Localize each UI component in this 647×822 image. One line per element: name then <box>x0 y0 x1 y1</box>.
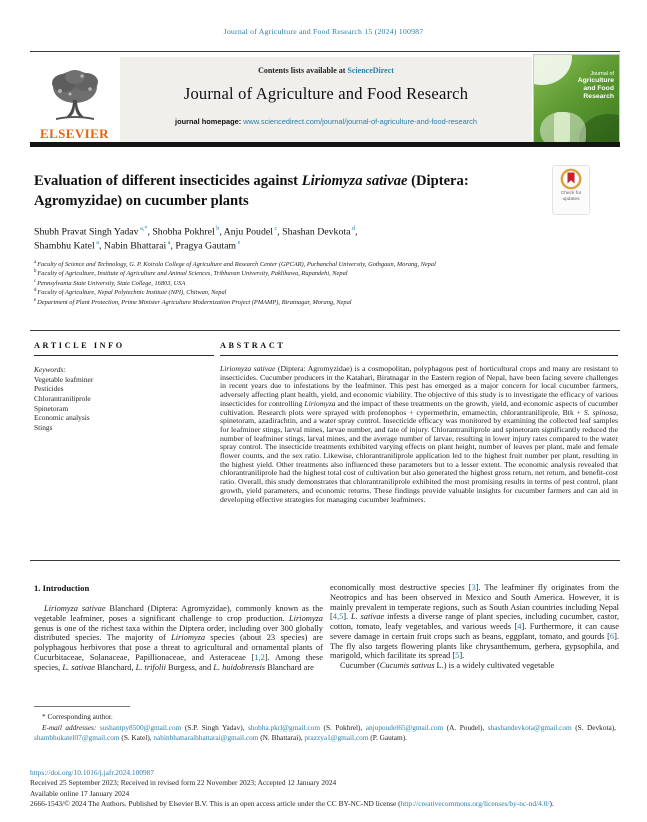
affiliation-sup: c <box>34 278 37 284</box>
intro-paragraph-right: economically most destructive species [3]. The leafminer fly originates from the Neotropics and has been observed in Mexico and South America. However, it is mainly prevalent in temperate regions, such as South Asian countries including Nepal [4,5]. L. sativae infests a diverse range of plant species, including cucumber, castor, cotton, tomato, leafy vegetables, and various weeds [4]. Furthermore, it can cause severe damage in certain fruit crops such as beans, eggplant, tomato, and gourds [6]. The fly also targets flowering plants like chrysanthemum, gerbera, gypsophila, and marigold, which facilitate its spread [5]. <box>330 583 619 661</box>
divider-thick <box>30 142 620 147</box>
divider <box>34 355 214 356</box>
article-info-heading: ARTICLE INFO <box>34 341 125 350</box>
copyright-line: 2666-1543/© 2024 The Authors. Published by Elsevier B.V. This is an open access article under the CC BY-NC-ND license (http://creativecommons.org/licenses/by-nc-nd/4.0/). <box>30 799 554 809</box>
affiliation-line <box>34 279 616 288</box>
affiliation-line <box>34 260 616 269</box>
keyword-item: Chlorantraniliprole <box>34 393 91 403</box>
citation-link[interactable]: 3 <box>471 583 476 592</box>
affiliation-sup: b <box>34 269 37 275</box>
affiliation-text: Faculty of Agriculture, Nepal Polytechnic Institute (NPI), Chitwan, Nepal <box>37 289 227 297</box>
corresponding-author-note: * Corresponding author. <box>42 712 113 721</box>
keyword-item: Vegetable leafminer <box>34 374 94 384</box>
email-link[interactable]: sushantpy8500@gmail.com <box>99 722 182 732</box>
abstract-heading: ABSTRACT <box>220 341 286 350</box>
keywords-label: Keywords: <box>34 365 66 374</box>
divider <box>30 330 620 331</box>
citation-link[interactable]: 4,5 <box>332 612 344 622</box>
body-column-left <box>34 583 323 672</box>
intro-paragraph-right-2: Cucumber (Cucumis sativus L.) is a widely cultivated vegetable <box>340 661 555 670</box>
cover-title <box>578 71 614 101</box>
check-for-updates-badge[interactable] <box>552 165 590 215</box>
contents-prefix: Contents lists available at <box>258 66 348 75</box>
email-link[interactable]: shobha.pkrl@gmail.com <box>248 722 321 732</box>
badge-label-line: updates <box>562 196 580 202</box>
doi-link[interactable]: https://doi.org/10.1016/j.jafr.2024.100987 <box>30 768 155 777</box>
citation-link[interactable]: 4 <box>517 622 522 631</box>
elsevier-wordmark: ELSEVIER <box>40 126 109 141</box>
cover-title-line: Agriculture <box>577 77 614 85</box>
masthead-center <box>120 57 532 142</box>
masthead <box>30 57 620 142</box>
cover-art <box>533 54 572 85</box>
keyword-item: Pesticides <box>34 384 64 394</box>
abstract-text: Liriomyza sativae (Diptera: Agromyzidae) is a cosmopolitan, polyphagous pest of horticultural crops and many are resistant to insecticides. Cucumber producers in the Katahari, Biratnagar in the Eastern region of Nepal, have been facing severe challenges in recent years due to infestations by the leafminer. This pest has emerged as a major concern for local cucumber farmers, adversely affecting plant health, yield, and economic viability. The objective of this study is to investigate the efficacy of various insecticides for controlling Liriomyza and the impact of these treatments on the growth, yield, and economic aspects of cucumber cultivation. Research plots were sprayed with profenophos + cypermethrin, emamectin, chlorantraniliprole, Btk + S. spinosa, spinetoram, azadirachtin, and a water spray control. Insecticide efficacy was monitored by examining the collected leaf samples for leafminer stings, larval mines, larvae number, and rate of injury. Chlorantraniliprole and spinetoram significantly reduced the number of leafminer stings, larval mines, and the average number of larvae, resulting in lower injury rates compared to the water spray control. The insecticide treatments exhibited varying effects on plant height, number of leaves per plant, male and female flower counts, and the sex ratio. Likewise, chlorantraniliprole application led to the highest fruit number per plant, resulting in the highest yield. Other treatments also influenced these parameters but to a lesser extent. The economic analysis revealed that chlorantraniliprole had the highest total cost of cultivation but also generated the highest gross return, net return, and benefit-cost ratio. Overall, this study demonstrates that chlorantraniliprole exhibited the most promising results in terms of pest control, plant growth, yield parameters, and economic returns. These findings provide valuable insights for cucumber farmers and can aid in developing effective strategies for managing cucumber leafminers. <box>220 364 619 504</box>
available-online: Available online 17 January 2024 <box>30 788 130 798</box>
abstract-column <box>220 341 618 504</box>
badge-label <box>561 191 582 203</box>
affiliation-sup: a <box>34 260 37 265</box>
affiliation-line <box>34 269 616 278</box>
footnote-rule <box>34 706 130 707</box>
keyword-item: Spinetoram <box>34 403 69 413</box>
email-link[interactable]: nabinbhattaraibhattarai@gmail.com <box>153 733 259 743</box>
author-line: Shubh Pravat Singh Yadav $^{a,*}$, Shobha Pokhrel $^b$, Anju Poudel $^c$, Shashan Devkota $^d$, Shambhu Katel $^a$, Nabin Bhattarai $^a$, Pragya Gautam $^e$ <box>34 225 358 252</box>
affiliation-text: Faculty of Agriculture, Institute of Agriculture and Animal Sciences, Tribhuvan University, Paklihawa, Rupandehi, Nepal <box>37 270 348 278</box>
sciencedirect-link[interactable]: ScienceDirect <box>347 66 394 75</box>
license-link[interactable]: http://creativecommons.org/licenses/by-nc-nd/4.0/ <box>400 799 550 809</box>
cover-title-line: and Food <box>583 85 614 93</box>
affiliations <box>34 260 616 307</box>
elsevier-tree-icon <box>46 67 104 127</box>
citation-link[interactable]: 1,2 <box>254 652 265 662</box>
divider <box>30 560 620 561</box>
email-link[interactable]: anjupoudel65@gmail.com <box>365 722 444 732</box>
affiliation-sup: d <box>34 288 37 294</box>
contents-line <box>120 66 532 75</box>
badge-label-line: Check for <box>560 191 582 196</box>
email-link[interactable]: prazzya1@gmail.com <box>304 733 369 743</box>
article-title: Evaluation of different insecticides against Liriomyza sativae (Diptera: Agromyzidae) on cucumber plants <box>34 173 469 210</box>
received-dates: Received 25 September 2023; Received in revised form 22 November 2023; Accepted 12 January 2024 <box>30 778 337 788</box>
running-head: Journal of Agriculture and Food Research 15 (2024) 100987 <box>223 27 424 36</box>
keyword-item: Economic analysis <box>34 413 90 423</box>
citation-link[interactable]: 6 <box>609 631 615 641</box>
elsevier-logo[interactable] <box>30 57 119 142</box>
journal-title: Journal of Agriculture and Food Research <box>183 84 469 103</box>
footnote-block <box>34 706 616 744</box>
divider <box>220 355 618 356</box>
cover-art <box>554 112 570 142</box>
affiliation-text: Pennsylvania State University, State College, 16803, USA <box>37 279 186 287</box>
affiliation-sup: e <box>34 297 37 303</box>
crossmark-icon <box>560 168 582 190</box>
cover-title-line: Research <box>583 93 614 101</box>
homepage-link[interactable]: www.sciencedirect.com/journal/journal-of-agriculture-and-food-research <box>243 117 477 126</box>
keywords-block <box>34 365 214 432</box>
affiliation-text: Department of Plant Protection, Prime Minister Agriculture Modernization Project (PMAMP), Biratnagar, Morang, Nepal <box>37 298 352 306</box>
section-heading-introduction: 1. Introduction <box>34 583 90 593</box>
cover-title-line: Journal of <box>590 71 614 77</box>
journal-cover-thumbnail[interactable] <box>533 54 620 145</box>
email-link[interactable]: shambhukatel07@gmail.com <box>34 733 120 743</box>
article-info-column <box>34 341 214 432</box>
homepage-label: journal homepage: <box>175 117 244 126</box>
intro-paragraph-left: Liriomyza sativae Blanchard (Diptera: Agromyzidae), commonly known as the vegetable leafminer, poses a significant challenge to crop production. Liriomyza genus is one of the richest taxa within the Diptera order, including over 300 globally distributed species. The majority of Liriomyza species (about 23 species) are polyphagous herbivores that pose a threat to agricultural and ornamental plants of Cucurbitaceae, Solanaceae, Papillionaceae, and Asteraceae [1,2]. Among these species, L. sativae Blanchard, L. trifolii Burgess, and L. huidobrensis Blanchard are <box>34 604 323 672</box>
homepage-line <box>120 117 532 126</box>
keyword-item: Stings <box>34 422 53 432</box>
affiliation-text: Faculty of Science and Technology, G. P. Koirala College of Agriculture and Research Center (GPCAR), Purbanchal University, Gothgaun, Morang, Nepal <box>37 261 436 269</box>
email-addresses-line[interactable]: E-mail addresses: sushantpy8500@gmail.com (S.P. Singh Yadav), shobha.pkrl@gmail.com (S. Pokhrel), anjupoudel65@gmail.com (A. Poudel), shashandevkota@gmail.com (S. Devkota), shambhukatel07@gmail.com (S. Katel), nabinbhattaraibhattarai@gmail.com (N. Bhattarai), prazzya1@gmail.com (P. Gautam). <box>34 722 616 743</box>
citation-link[interactable]: 5 <box>455 651 460 661</box>
affiliation-line <box>34 298 616 307</box>
email-link[interactable]: shashandevkota@gmail.com <box>487 722 572 732</box>
bottom-matter <box>30 768 620 809</box>
divider <box>30 51 620 52</box>
affiliation-line <box>34 288 616 297</box>
body-column-right <box>330 583 619 671</box>
